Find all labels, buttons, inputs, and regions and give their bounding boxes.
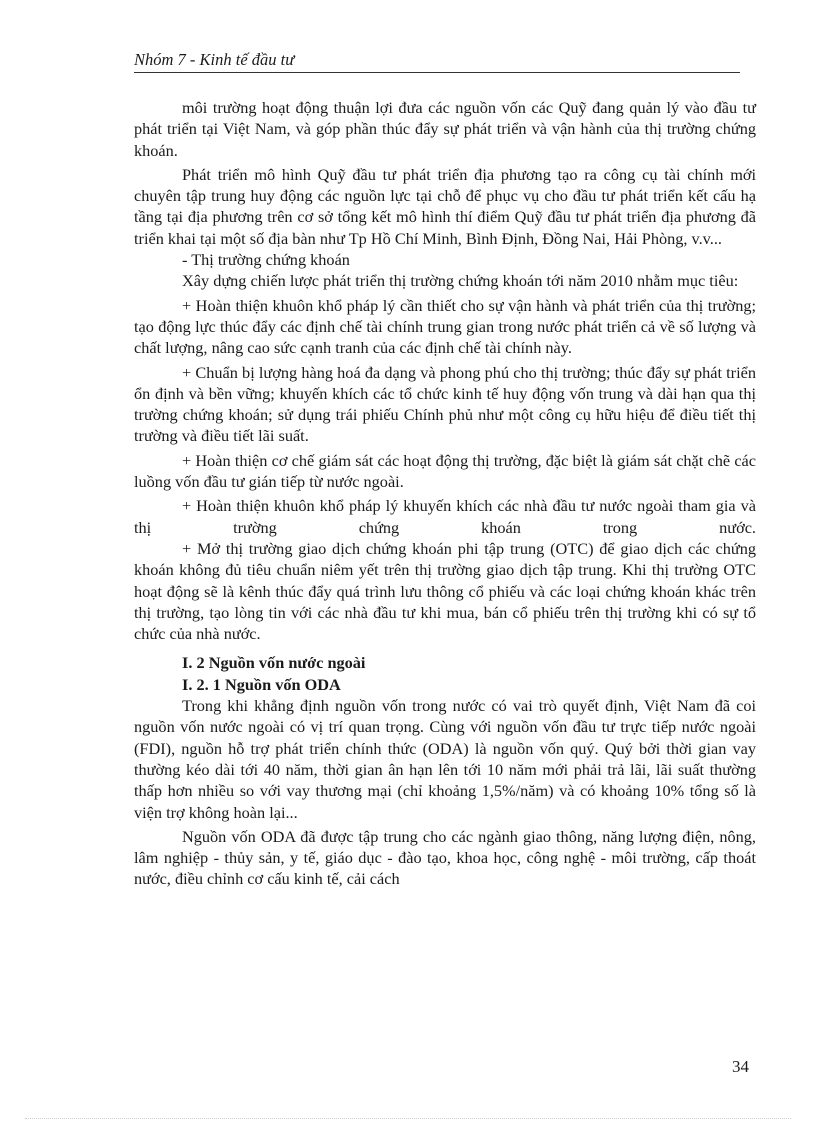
list-item: + Hoàn thiện cơ chế giám sát các hoạt động thị trường, đặc biệt là giám sát chặt chẽ các luồng vốn đầu tư gián tiếp từ nước ngoài. [134,450,756,492]
paragraph: môi trường hoạt động thuận lợi đưa các nguồn vốn các Quỹ đang quản lý vào đầu tư phát triển tại Việt Nam, và góp phần thúc đẩy sự phát triển và vận hành của thị trường chứng khoán. [134,98,756,160]
paragraph: Trong khi khẳng định nguồn vốn trong nước có vai trò quyết định, Việt Nam đã coi nguồn vốn nước ngoài có vị trí quan trọng. Cùng với nguồn vốn đầu tư trực tiếp nước ngoài (FDI), nguồn hỗ trợ phát triển chính thức (ODA) là nguồn vốn quý. Quý bởi thời gian vay thường kéo dài tới 40 năm, thời gian ân hạn lên tới 10 năm mới phải trả lãi, lãi suất thường thấp hơn nhiều so với vay thương mại (chỉ khoảng 1,5%/năm) và có khoảng 10% tổng số là viện trợ không hoàn lại... [134,696,756,822]
page-number: 34 [732,1057,749,1076]
section-heading: I. 2 Nguồn vốn nước ngoài [182,653,366,673]
list-item: + Hoàn thiện khuôn khổ pháp lý khuyến khích các nhà đầu tư nước ngoài tham gia và thị trường chứng khoán trong nước. [134,496,756,537]
list-item: + Chuẩn bị lượng hàng hoá đa dạng và phong phú cho thị trường; thúc đẩy sự phát triển ổn định và bền vững; khuyến khích các tổ chức kinh tế huy động vốn trung và dài hạn qua thị trường chứng khoán; sử dụng trái phiếu Chính phủ như một công cụ hữu hiệu để điều tiết thị trường và điều tiết lãi suất. [134,362,756,446]
list-heading: - Thị trường chứng khoán [182,250,350,270]
paragraph: Xây dựng chiến lược phát triển thị trường chứng khoán tới năm 2010 nhằm mục tiêu: [182,271,739,291]
paragraph: Nguồn vốn ODA đã được tập trung cho các ngành giao thông, năng lượng điện, nông, lâm nghiệp - thủy sản, y tế, giáo dục - đào tạo, khoa học, công nghệ - môi trường, cấp thoát nước, điều chỉnh cơ cấu kinh tế, cải cách [134,826,756,889]
list-item: + Hoàn thiện khuôn khổ pháp lý cần thiết cho sự vận hành và phát triển của thị trường; tạo động lực thúc đẩy các định chế tài chính trung gian trong nước phát triển cả về số lượng và chất lượng, nâng cao sức cạnh tranh của các định chế tài chính này. [134,295,756,358]
subsection-heading: I. 2. 1 Nguồn vốn ODA [182,674,341,694]
document-body [134,97,756,890]
list-item: + Mở thị trường giao dịch chứng khoán phi tập trung (OTC) để giao dịch các chứng khoán không đủ tiêu chuẩn niêm yết trên thị trường giao dịch tập trung. Khi thị trường OTC hoạt động sẽ là kênh thúc đẩy quá trình lưu thông cổ phiếu và các loại chứng khoán khác trên thị trường, tạo lòng tin với các nhà đầu tư khi mua, bán cổ phiếu trên thị trường khi có sự tổ chức của nhà nước. [134,538,756,644]
page-header: Nhóm 7 - Kinh tế đầu tư [134,49,740,73]
paragraph: Phát triển mô hình Quỹ đầu tư phát triển địa phương tạo ra công cụ tài chính mới chuyên tập trung huy động các nguồn lực tại chỗ để phục vụ cho đầu tư phát triển kết cấu hạ tầng tại địa phương trên cơ sở tổng kết mô hình thí điểm Quỹ đầu tư phát triển địa phương đã triển khai tại một số địa bàn như Tp Hồ Chí Minh, Bình Định, Đồng Nai, Hải Phòng, v.v... [134,164,756,248]
page-bottom-divider [25,1118,791,1119]
